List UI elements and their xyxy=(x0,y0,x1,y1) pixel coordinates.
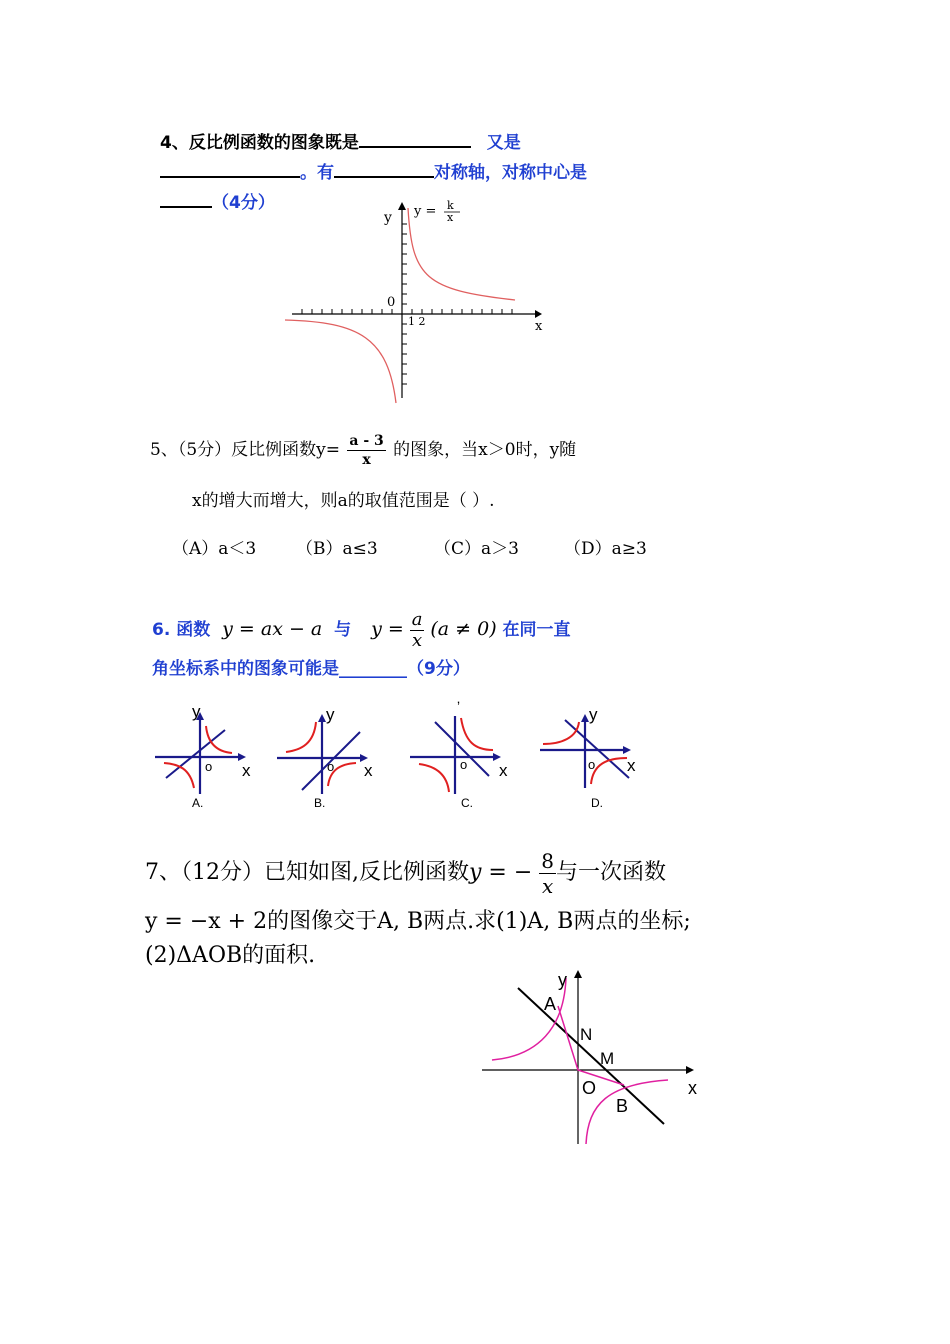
q6-line1 xyxy=(152,606,571,652)
q7-frac xyxy=(539,849,556,898)
q6-func2-cond: (a ≠ 0) xyxy=(430,618,497,640)
q5-fraction xyxy=(347,432,385,469)
q6-line2: 角坐标系中的图象可能是________（9分） xyxy=(152,659,470,679)
q7-text-a: 7、（12分）已知如图,反比例函数 xyxy=(145,860,469,885)
q7-axis-x: x xyxy=(688,1078,697,1098)
q7-line1 xyxy=(145,846,666,900)
q5-text-a: 5、（5分）反比例函数y= xyxy=(150,440,340,460)
q4-axis-y-label: y xyxy=(384,210,392,226)
q4-blank-1 xyxy=(359,128,471,148)
q5-line2: x的增大而增大，则a的取值范围是（ ）. xyxy=(192,491,495,511)
q6-c-label: C. xyxy=(461,796,473,810)
q5-option-d: （D）a≥3 xyxy=(564,539,647,559)
q6-a-y: y xyxy=(192,702,201,721)
q6-graph-a xyxy=(150,698,265,813)
q4-line3 xyxy=(160,188,275,213)
q6-b-y: y xyxy=(326,705,335,724)
q4-text-c: 。有 xyxy=(300,163,334,183)
q4-text-b: 又是 xyxy=(486,133,521,153)
q6-graph-d xyxy=(535,698,650,813)
q5-line1 xyxy=(150,426,576,474)
q7-point-b: B xyxy=(616,1096,629,1116)
q7-point-o: O xyxy=(582,1078,597,1098)
q6-a-label: A. xyxy=(192,796,204,810)
q6-text-a: 6. 函数 xyxy=(152,620,211,640)
q4-branch-upper xyxy=(408,208,515,300)
q6-d-label: D. xyxy=(591,796,603,810)
q6-b-label: B. xyxy=(314,796,326,810)
q4-line2 xyxy=(160,158,587,183)
q6-c-x: x xyxy=(499,761,508,780)
q6-graph-c xyxy=(405,698,520,813)
q4-branch-lower xyxy=(285,320,396,403)
q5-option-c: （C）a＞3 xyxy=(434,539,519,559)
q6-b-o: o xyxy=(327,759,335,774)
q4-hyperbola-graph xyxy=(280,198,550,410)
q5-text-b: 的图象，当x＞0时，y随 xyxy=(393,440,577,460)
q7-func-lhs: y = − xyxy=(469,860,533,885)
q5-frac-den: x xyxy=(362,452,371,468)
q4-text-a: 4、反比例函数的图象既是 xyxy=(160,133,359,153)
q4-line1 xyxy=(160,128,521,153)
q4-tick-labels: 1 2 xyxy=(408,315,426,328)
q4-func-lhs: y = xyxy=(414,204,437,219)
q7-point-m: M xyxy=(600,1049,615,1068)
q4-text-d: 对称轴，对称中心是 xyxy=(434,163,587,183)
q4-blank-2 xyxy=(160,158,300,178)
q6-b-x: x xyxy=(364,761,373,780)
q6-text-b: 与 xyxy=(334,620,352,640)
q6-a-x: x xyxy=(242,761,251,780)
q6-c-y: ʼ xyxy=(457,699,461,715)
q7-point-a: A xyxy=(544,994,557,1014)
q7-frac-den: x xyxy=(542,873,554,898)
q7-point-n: N xyxy=(580,1025,593,1044)
q7-graph xyxy=(478,964,718,1150)
q5-option-a: （A）a＜3 xyxy=(172,539,257,559)
q6-a-o: o xyxy=(205,759,213,774)
q5-option-b: （B）a≤3 xyxy=(296,539,378,559)
q4-blank-3 xyxy=(334,158,434,178)
q4-axis-x-label: x xyxy=(535,319,543,334)
q6-d-o: o xyxy=(588,757,596,772)
q7-axis-y: y xyxy=(558,970,567,990)
q6-graph-b xyxy=(272,698,387,813)
q6-text-c: 在同一直 xyxy=(502,620,571,640)
q6-func1: y = ax − a xyxy=(222,618,323,640)
q7-line2: y = −x + 2的图像交于A, B两点.求(1)A, B两点的坐标; xyxy=(145,909,691,934)
q4-origin-label: 0 xyxy=(387,295,396,310)
q7-text-b: 与一次函数 xyxy=(556,860,667,885)
q4-func-den: x xyxy=(447,211,454,224)
q6-d-x: x xyxy=(627,756,636,775)
q6-func2-frac xyxy=(410,610,425,651)
q6-c-o: o xyxy=(460,757,468,772)
q6-func2-den: x xyxy=(412,629,423,651)
q6-d-y: y xyxy=(589,705,598,724)
q6-func2-num: a xyxy=(411,608,423,630)
q4-score: （4分） xyxy=(212,193,275,213)
q4-func-num: k xyxy=(447,199,454,212)
q5-frac-num: a - 3 xyxy=(349,433,384,449)
q7-frac-num: 8 xyxy=(541,848,555,873)
q7-line3: (2)ΔAOB的面积. xyxy=(145,943,316,968)
q6-func2-lhs: y = xyxy=(371,618,404,640)
q4-blank-4 xyxy=(160,188,212,208)
